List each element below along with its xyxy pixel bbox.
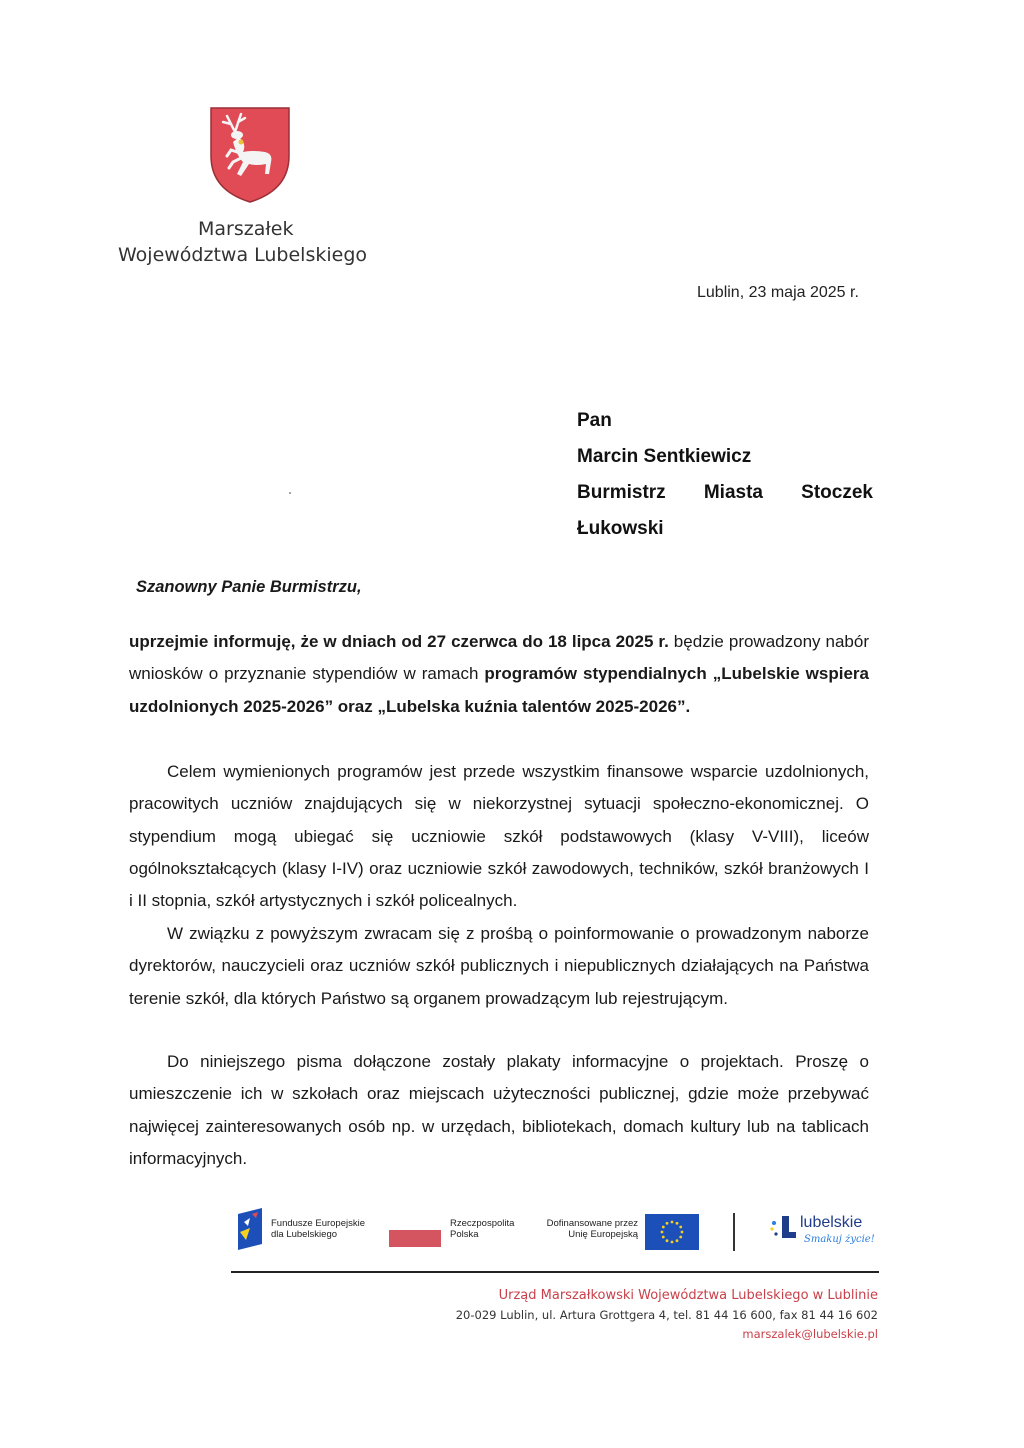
recipient-position-word: Burmistrz (577, 482, 666, 503)
recipient-block (577, 403, 873, 547)
lubelskie-logo-icon (768, 1213, 800, 1243)
fundusze-europejskie-logo-icon (236, 1208, 264, 1250)
paragraph-1-text: będzie prowadzony nabór wniosków o przyznanie stypendiów w ramach (129, 632, 869, 684)
fundusze-europejskie-label (271, 1218, 365, 1240)
rp-line: Rzeczpospolita (450, 1218, 515, 1229)
recipient-town: Łukowski (577, 518, 664, 539)
recipient-name: Marcin Sentkiewicz (577, 446, 752, 467)
lublin-crest-deer-icon (207, 104, 293, 204)
sender-region: Województwa Lubelskiego (118, 244, 368, 266)
letter-date: Lublin, 23 maja 2025 r. (697, 284, 859, 301)
greeting: Szanowny Panie Burmistrzu, (136, 578, 362, 596)
sender-block (118, 216, 367, 268)
lubelskie-wordmark: lubelskie (800, 1214, 863, 1231)
lubelskie-tagline: Smakuj życie! (804, 1234, 875, 1245)
paragraph-1 (129, 626, 869, 723)
eu-line: Unię Europejską (568, 1229, 638, 1240)
paragraph-1-bold-programs: programów stypendialnych „Lubelskie wspiera uzdolnionych 2025-2026” oraz „Lubelska kuźnia talentów 2025-2026”. (129, 664, 869, 716)
recipient-position (577, 475, 873, 511)
paragraph-4: Do niniejszego pisma dołączone zostały plakaty informacyjne o projektach. Proszę o umieszczenie ich w szkołach oraz miejscach użyteczności publicznej, gdzie może przebywać najwięcej zainteresowanych osób np. w urzędach, bibliotekach, domach kultury lub na tablicach informacyjnych. (129, 1052, 869, 1168)
recipient-salutation: Pan (577, 410, 612, 431)
polish-flag-icon (389, 1230, 441, 1247)
paragraph-1-bold-intro: uprzejmie informuję, że w dniach od 27 czerwca do 18 lipca 2025 r. (129, 632, 669, 651)
office-address: 20-029 Lublin, ul. Artura Grottgera 4, tel. 81 44 16 600, fax 81 44 16 602 (455, 1308, 878, 1322)
office-name: Urząd Marszałkowski Województwa Lubelskiego w Lublinie (498, 1288, 878, 1303)
office-email: marszalek@lubelskie.pl (742, 1327, 878, 1341)
footer-rule (231, 1271, 879, 1273)
rzeczpospolita-label (450, 1218, 514, 1240)
recipient-position-word: Stoczek (801, 482, 873, 503)
fe-line: Fundusze Europejskie (271, 1218, 365, 1229)
paragraph-2: Celem wymienionych programów jest przede wszystkim finansowe wsparcie uzdolnionych, pracowitych uczniów znajdujących się w niekorzystnej sytuacji społeczno-ekonomicznej. O stypendium mogą ubiegać się uczniowie szkół podstawowych (klasy V-VIII), liceów ogólnokształcących (klasy I-IV) oraz uczniowie szkół zawodowych, techników, szkół branżowych I i II stopnia, szkół artystycznych i szkół policealnych. (129, 762, 869, 911)
eu-line: Dofinansowane przez (546, 1218, 638, 1229)
sender-title: Marszałek (198, 218, 294, 240)
logo-divider (733, 1213, 735, 1251)
eu-flag-icon (645, 1214, 699, 1250)
eu-cofinanced-label (539, 1218, 638, 1240)
scan-speck (289, 492, 291, 494)
paragraph-3: W związku z powyższym zwracam się z prośbą o poinformowanie o prowadzonym naborze dyrektorów, nauczycieli oraz uczniów szkół publicznych i niepublicznych działających na Państwa terenie szkół, dla których Państwo są organem prowadzącym lub rejestrującym. (129, 924, 869, 1008)
recipient-position-word: Miasta (703, 482, 763, 503)
rp-line: Polska (450, 1229, 479, 1240)
office-footer (440, 1286, 878, 1344)
fe-line: dla Lubelskiego (271, 1229, 338, 1240)
